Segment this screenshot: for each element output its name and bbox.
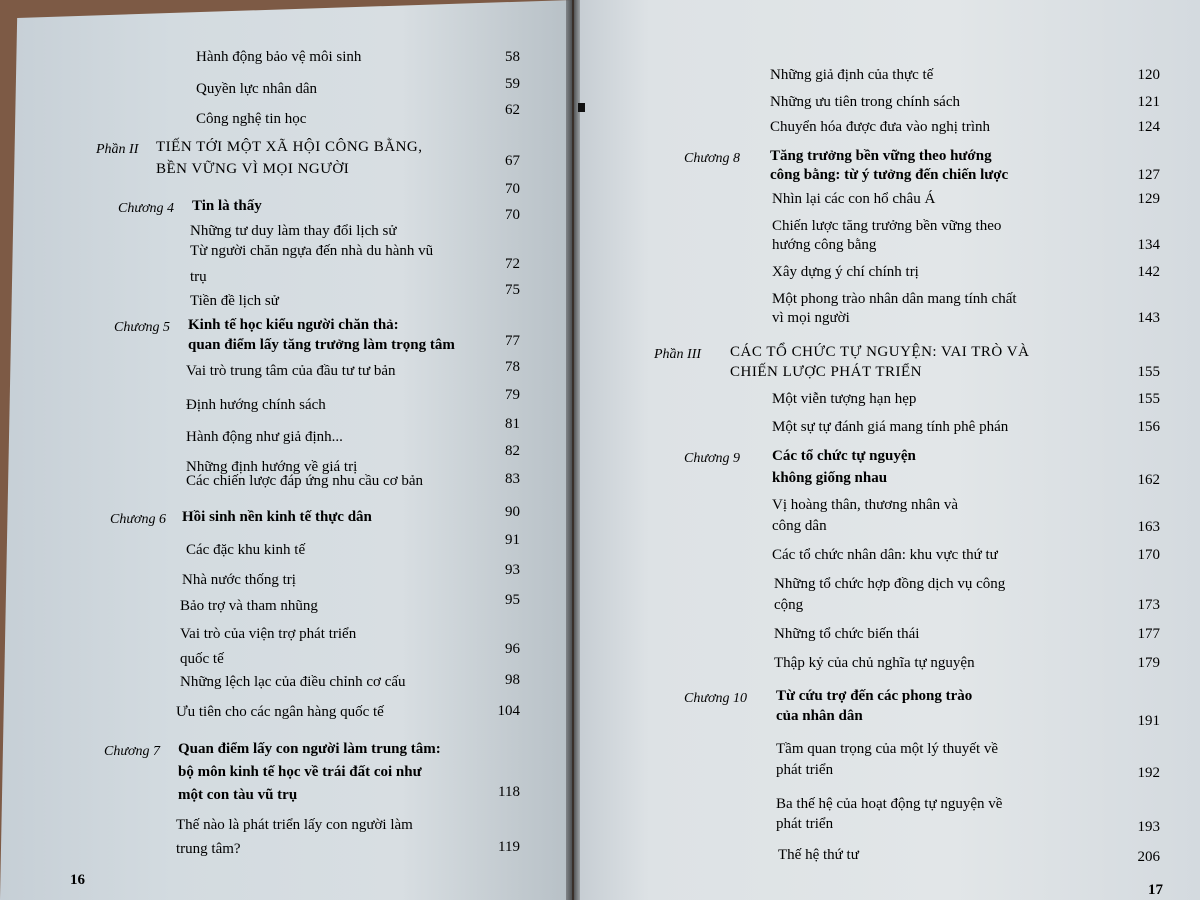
entry-title: Những ưu tiên trong chính sách [770, 94, 960, 110]
entry-title: Một viễn tượng hạn hẹp [772, 391, 917, 407]
entry-title: Những tổ chức biến thái [774, 626, 920, 642]
entry-page-number: 67 [505, 153, 520, 169]
entry-page-number: 179 [1137, 655, 1160, 671]
entry-page-number: 155 [1137, 391, 1160, 407]
entry-title: Những tư duy làm thay đổi lịch sử [190, 223, 397, 239]
entry-page-number: 163 [1137, 519, 1160, 535]
entry-title-line2: trụ [190, 269, 207, 285]
entry-page-number: 170 [1137, 547, 1160, 563]
section-label: Chương 5 [114, 320, 170, 335]
entry-page-number: 58 [505, 49, 520, 65]
entry-title-line2: quốc tế [180, 651, 224, 667]
entry-page-number: 90 [505, 504, 520, 520]
entry-title: Tin là thấy [192, 198, 262, 214]
entry-title: Ba thế hệ của hoạt động tự nguyện về [776, 796, 1003, 812]
entry-title-line2: BỀN VỮNG VÌ MỌI NGƯỜI [156, 161, 350, 177]
entry-title-line2: CHIẾN LƯỢC PHÁT TRIỂN [730, 364, 923, 380]
entry-page-number: 156 [1137, 419, 1160, 435]
entry-title: Định hướng chính sách [186, 397, 326, 413]
entry-title-line2: cộng [774, 597, 804, 613]
entry-title: Từ người chăn ngựa đến nhà du hành vũ [190, 243, 434, 259]
entry-title: Thập kỷ của chủ nghĩa tự nguyện [774, 655, 975, 671]
entry-title-line2: của nhân dân [776, 708, 863, 724]
entry-title-line2: trung tâm? [176, 841, 241, 857]
entry-title: Một sự tự đánh giá mang tính phê phán [772, 419, 1009, 435]
entry-title: Những lệch lạc của điều chỉnh cơ cấu [180, 674, 406, 690]
print-mark [578, 103, 585, 112]
section-label: Chương 7 [104, 744, 160, 759]
entry-title: Thế nào là phát triển lấy con người làm [176, 817, 413, 833]
entry-title: Chiến lược tăng trưởng bền vững theo [772, 218, 1002, 234]
entry-title: Từ cứu trợ đến các phong trào [776, 688, 973, 704]
entry-title: Hồi sinh nền kinh tế thực dân [182, 509, 372, 525]
entry-page-number: 206 [1137, 849, 1160, 865]
entry-page-number: 82 [505, 443, 520, 459]
entry-page-number: 173 [1137, 597, 1160, 613]
entry-title: Nhà nước thống trị [182, 572, 296, 588]
entry-page-number: 119 [498, 839, 520, 855]
entry-title: Một phong trào nhân dân mang tính chất [772, 291, 1017, 307]
entry-page-number: 124 [1137, 119, 1160, 135]
entry-title: Hành động như giả định... [186, 429, 343, 445]
entry-page-number: 72 [505, 256, 520, 272]
entry-title: Quan điểm lấy con người làm trung tâm: [178, 741, 441, 757]
entry-title-line2: không giống nhau [772, 470, 888, 486]
entry-page-number: 143 [1137, 310, 1160, 326]
entry-title-line2: phát triển [776, 816, 834, 832]
entry-page-number: 192 [1137, 765, 1160, 781]
entry-title: Vai trò của viện trợ phát triển [180, 626, 357, 642]
entry-page-number: 62 [505, 102, 520, 118]
entry-page-number: 78 [505, 359, 520, 375]
entry-title: Những giả định của thực tế [770, 67, 934, 83]
left-page-number: 16 [70, 872, 85, 888]
entry-page-number: 142 [1137, 264, 1160, 280]
entry-title-line2: vì mọi người [772, 310, 850, 326]
entry-page-number: 162 [1137, 472, 1160, 488]
entry-title: Vai trò trung tâm của đầu tư tư bản [186, 363, 396, 379]
entry-page-number: 96 [505, 641, 520, 657]
book-gutter [566, 0, 580, 900]
entry-page-number: 191 [1137, 713, 1160, 729]
entry-title: CÁC TỔ CHỨC TỰ NGUYỆN: VAI TRÒ VÀ [730, 344, 1030, 360]
entry-title: Các chiến lược đáp ứng nhu cầu cơ bản [186, 473, 424, 489]
entry-title: Nhìn lại các con hổ châu Á [772, 191, 936, 207]
entry-title: Các tổ chức tự nguyện [772, 448, 916, 464]
entry-title-line2: bộ môn kinh tế học về trái đất coi như [178, 764, 422, 780]
entry-page-number: 120 [1137, 67, 1160, 83]
entry-title-line2: công bằng: từ ý tưởng đến chiến lược [770, 167, 1009, 183]
entry-page-number: 95 [505, 592, 520, 608]
entry-title: Tầm quan trọng của một lý thuyết về [776, 741, 999, 757]
entry-title: Tăng trưởng bền vững theo hướng [770, 148, 992, 164]
entry-title: Thế hệ thứ tư [778, 847, 859, 863]
entry-page-number: 134 [1137, 237, 1160, 253]
entry-page-number: 59 [505, 76, 520, 92]
entry-page-number: 83 [505, 471, 520, 487]
entry-title: Tiền đề lịch sử [190, 293, 279, 309]
section-label: Chương 8 [684, 151, 740, 166]
entry-title: Những định hướng về giá trị [186, 459, 358, 475]
entry-title-line3: một con tàu vũ trụ [178, 787, 298, 803]
entry-page-number: 93 [505, 562, 520, 578]
entry-page-number: 155 [1137, 364, 1160, 380]
entry-page-number: 81 [505, 416, 520, 432]
entry-title: Vị hoàng thân, thương nhân và [772, 497, 959, 513]
entry-page-number: 98 [505, 672, 520, 688]
entry-page-number: 177 [1137, 626, 1160, 642]
entry-page-number: 127 [1137, 167, 1160, 183]
entry-title: Xây dựng ý chí chính trị [772, 264, 919, 280]
right-page-number: 17 [1148, 882, 1163, 898]
entry-page-number: 75 [505, 282, 520, 298]
section-label: Chương 9 [684, 451, 740, 466]
entry-page-number: 70 [505, 207, 520, 223]
section-label: Chương 6 [110, 512, 166, 527]
entry-page-number: 70 [505, 181, 520, 197]
entry-title: Những tổ chức hợp đồng dịch vụ công [774, 576, 1006, 592]
entry-title: Các đặc khu kinh tế [186, 542, 306, 558]
entry-page-number: 104 [497, 703, 520, 719]
entry-page-number: 193 [1137, 819, 1160, 835]
entry-title: Quyền lực nhân dân [196, 81, 318, 97]
entry-title-line2: hướng công bằng [772, 237, 877, 253]
entry-title: TIẾN TỚI MỘT XÃ HỘI CÔNG BẰNG, [156, 139, 423, 155]
entry-title-line2: công dân [772, 518, 827, 534]
entry-title: Ưu tiên cho các ngân hàng quốc tế [176, 704, 384, 720]
entry-page-number: 121 [1137, 94, 1160, 110]
entry-page-number: 118 [498, 784, 520, 800]
section-label: Phần II [96, 142, 139, 157]
entry-title-line2: phát triển [776, 762, 834, 778]
section-label: Chương 10 [684, 691, 747, 706]
entry-title: Công nghệ tin học [196, 111, 307, 127]
entry-title-line2: quan điểm lấy tăng trưởng làm trọng tâm [188, 337, 455, 353]
entry-title: Các tổ chức nhân dân: khu vực thứ tư [772, 547, 998, 563]
entry-title: Bảo trợ và tham nhũng [180, 598, 318, 614]
entry-page-number: 77 [505, 333, 520, 349]
entry-page-number: 79 [505, 387, 520, 403]
section-label: Chương 4 [118, 201, 174, 216]
entry-title: Chuyển hóa được đưa vào nghị trình [770, 119, 990, 135]
entry-page-number: 129 [1137, 191, 1160, 207]
entry-title: Kinh tế học kiểu người chăn thả: [188, 317, 399, 333]
entry-title: Hành động bảo vệ môi sinh [196, 49, 362, 65]
entry-page-number: 91 [505, 532, 520, 548]
section-label: Phần III [654, 347, 702, 362]
